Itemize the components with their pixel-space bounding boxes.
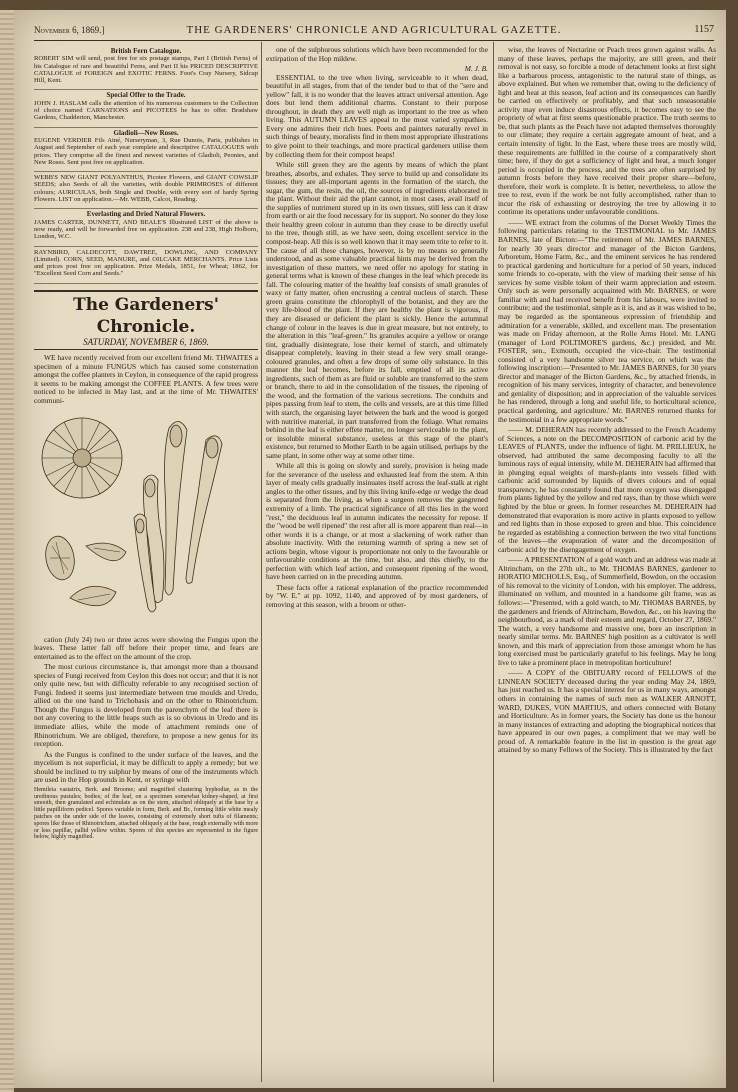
paragraph: wise, the leaves of Nectarine or Peach trees grown against walls. As many of these leaves, perhaps the majority, are still green, and their removal is not easy, so forcible a mode of detachment looks at first sight like a barbarous process, antagonistic to the natural state of things, as above explained. But when we remember that, owing to the deficiency of light and heat at this season, leaf action and its consequences can hardly be carried on effectively or profitably, and that such unseasonable activity may even induce disastrous effects, it becomes easy to see the propriety of what at first seems questionable practice. The truth seems to be, that such plants as the Peach have not adapted themselves thoroughly to our climate; they require a certain aggregate amount of heat, and a certain intensity of light. In the East, where these trees are mostly wild, these requirements are fulfilled in the course of a comparatively short time; here, if they do get a sufficiency of light and heat, a much longer period is occupied in the process, and the trees are often surprised by autumn frosts before they have received their proper share—before, therefore, their work is complete. It is better, nevertheless, to allow the tree to rest, even if the work be not fully accomplished, rather than to incur the risk of exhausting or destroying the tree by allowing it to continue its operations under unfavourable conditions.: [498, 46, 716, 217]
advertisement-body: ROBERT SIM will send, post free for six postage stamps, Part I (British Ferns) of his Catalogue of rare and beautiful Ferns, and Part II his PRICED DESCRIPTIVE CATALOGUE of FOREIGN and EXOTIC FERNS. Foot's Cray Nursery, Sidcup Hill, Kent.: [34, 55, 258, 85]
dateline: SATURDAY, NOVEMBER 6, 1869.: [34, 338, 258, 351]
advertisement-title: Gladioli—New Roses.: [113, 128, 179, 137]
column-1-continued: [34, 636, 258, 785]
paragraph: —— WE extract from the columns of the Dorset Weekly Times the following particulars relating to the TESTIMONIAL to Mr. JAMES BARNES, late of Bicton:—"The retirement of Mr. JAMES BARNES, for nearly 30 years director and manager of the Bicton Gardens, Arboretum, Home Farm, &c., and the eminent services he has rendered to practical gardening and horticulture for a period of 50 years, induced some friends to co-operate, with the view of marking their sense of his services by some visible token of their warm appreciation and esteem. Only such as were personally acquainted with Mr. BARNES, or were familiar with and had received benefit from his labours, were invited to contribute; and the testimonial, simple as it is, and as it was wished to be, may be regarded as the spontaneous expression of friendship and admiration for a venerable, skilled, and excellent man. The presentation was made on Friday afternoon, at the Rolle Arms Hotel. Mr. LANG (manager of Lord POLTIMORE'S gardens, &c.) presided, and Mr. FOSTER, sen., Exmouth, occupied the vice-chair. The testimonial consisted of a very handsome silver tea service, on which was the following inscription:—'Presented to Mr. JAMES BARNES, for 30 years director and manager of the Bicton Gardens, &c., by attached friends, in recognition of his many services, integrity of character, and benevolence and geniality of disposition; and in appreciation of the valuable services he has rendered, through a long and useful life, to horticultural science, practical gardening, and agriculture.' Mr. BARNES returned thanks for the testimonial in a few appropriate words.": [498, 217, 716, 424]
paragraph: —— A COPY of the OBITUARY record of FELLOWS of the LINNEAN SOCIETY deceased during the year ending May 24, 1869, has just reached us. It has a special interest for us in many ways, amongst others in containing the names of such men as WALKER ARNOTT, WARD, DUKES, VON MARTIUS, and others connected with Botany and Horticulture. As in former years, the Society has done us the honour in many instances of extracting and adopting the biographical notices that have appeared in our own pages, a compliment that we may well be proud of. A remarkable feature in the list in question is the great age attained by so many Fellows of the Society. This is illustrated by the fact: [498, 668, 716, 755]
advertisement-body: RAYNBIRD, CALDECOTT, DAWTREE, DOWLING, AND COMPANY (Limited). CORN, SEED, MANURE, and OILCAKE MERCHANTS. Price Lists and prices post free on application. Prize Medals, 1851, for Wheat; 1862, for "Excellent Seed Corn and Seeds.": [34, 248, 258, 278]
paragraph: The most curious circumstance is, that amongst more than a thousand species of Fungi received from Ceylon this does not occur; and that it is not only quite new, but with difficulty referable to any recognised section of Fungi. Indeed it seems just intermediate between true moulds and Uredo, allied on the one hand to Trichobasis and on the other to Rhinotrichum. Though the Fungus is developed from the parenchym of the leaf there is not any covering to the little heaps such as is so obvious in Uredo and its immediate allies, while the mode of attachment reminds one of Rhinotrichum. We are obliged, therefore, to propose a new genus for its reception.: [34, 662, 258, 749]
advertisement: [34, 172, 258, 209]
fungus-illustration: [34, 408, 258, 630]
column-2: [266, 46, 488, 1078]
paragraph: While still green they are the agents by means of which the plant breathes, absorbs, and exhales. They serve to build up and consolidate its tissues; they are all-important agents in the formation of the starch, the sugar, the gum, the resin, the oil, the sources of ingredients elaborated in the plant. Without their aid the plant cannot, in most cases, avail itself of the supplies of nutriment stored up in its own tissues, still less can it draw from earth or air the food necessary for its support. No sooner do they lose their healthy green colour in autumn than they cease to be directly useful to the tree, though still, as we have seen, doing excellent service in the compost-heap. All this is so well known that it may seem trite to refer to it. The cause of all these changes, however, is by no means so generally understood, and as some valuable practical hints may be derived from the investigation of these matters, we need offer no apology for stating in general terms what is known of these changes in the leaf which precede its fall. The colouring matter of the healthy leaf consists of small granules of waxy or fatty matter, often encrusting a central nucleus of starch. These green grains constitute the chlorophyll of the botanist, and they are the very life-blood of the plant. If they are healthy the plant is vigorous, if they are diseased or deficient the plant is sickly. Hence the autumnal change of colour in the leaves is due in great measure, but not entirely, to the alteration in this "leaf-green." Its granules acquire a yellow or orange tint, gradually disintegrate, lose their kernel of starch, and ultimately disappear completely, leaving in their stead a few very small orange-coloured granules, and often a few drops of some oily substance. In this manner the leaf becomes, before its fall, emptied of all its active ingredients, such of them as are fluid or soluble are transferred to the stem or branch, there to aid in the consolidation of the tissues, the ripening of the wood, and the formation of the various secretions. The conduits and pipes passing from leaf to stem, the cells and vessels, are at this time filled with starch, the organising layer between the bark and the wood is gorged with nutritive material, in part transferred from the foliage. What remains behind in the leaf is either effete matter, no longer serviceable to the plant, or insoluble mineral substance, useless at this stage of the plant's existence, but returned to Mother Earth to be again utilised, perhaps by the same plant, in some other way at some other time.: [266, 160, 488, 460]
paragraph: cation (July 24) two or three acres were showing the Fungus upon the leaves. These latter fall off before their proper time, and fears are entertained as to the effect on the amount of the crop.: [34, 634, 258, 661]
paragraph: —— M. DEHERAIN has recently addressed to the French Academy of Sciences, a note on the DECOMPOSITION of carbonic acid by the LEAVES of PLANTS, under the influence of light. M. PRILLIEUX, he observed, had attributed the same decomposing faculty to all the luminous rays of equal intensity, while M. DEHERAIN had affirmed that in plunging equal weights of marsh-plants into vessels filled with carbonic acid surrounded by liquids of divers colours and of equal transparency, he has constantly found that more oxygen was disengaged from plants lighted by the yellow and red rays, than by those which were lighted by the blue or green. In former researches M. DEHERAIN had demonstrated that evaporation is more active in plants exposed to yellow and red lights than in those exposed to green and blue. This coincidence he regarded as establishing a connection between the two vital functions of the leaves—the evaporation of water and the decomposition of carbonic acid by the disengagement of oxygen.: [498, 425, 716, 554]
column-2-text: [266, 46, 488, 610]
advertisement: [34, 247, 258, 284]
header-date: November 6, 1869.]: [34, 25, 105, 35]
masthead: The Gardeners' Chronicle.: [34, 290, 258, 338]
column-rule: [261, 42, 262, 1082]
lead-paragraph: WE have recently received from our excellent friend Mr. THWAITES a specimen of a minute FUNGUS which has caused some consternation amongst the coffee planters in Ceylon, in consequence of the rapid progress it seems to be making amongst the COFFEE PLANTS. A few trees were noticed to be infected in May last, and at the time of Mr. THWAITES' communi-: [34, 353, 258, 405]
advertisement: [34, 128, 258, 172]
adjacent-page-edge: [0, 10, 14, 1092]
advertisement-body: JAMES CARTER, DUNNETT, AND BEALE'S Illustrated LIST of the above is now ready, and will be forwarded free on application. 238 and 238, High Holborn, London, W.C.: [34, 218, 258, 241]
advertisements: [34, 46, 258, 284]
column-3-text: [498, 46, 716, 755]
advertisement-body: JOHN J. HASLAM calls the attention of his numerous customers to the Collection of choice named CARNATIONS and PICOTEES he has to offer. Bradshaw Gardens, Chadderton, Manchester.: [34, 99, 258, 122]
signature: M. J. B.: [464, 64, 488, 74]
advertisement-title: Special Offer to the Trade.: [106, 91, 186, 100]
paragraph: As the Fungus is confined to the under surface of the leaves, and the mycelium is not superficial, it may be difficult to apply a remedy; but we should be inclined to try sulphur by means of one of the instruments which are used in the Hop grounds in Kent, or syringe with: [34, 749, 258, 785]
paragraph: —— A PRESENTATION of a gold watch and an address was made at Altrincham, on the 27th ult., to Mr. THOMAS BARNES, gardener to HORATIO MICHOLLS, Esq., of Summerfield, Bowdon, on the occasion of his removal to the vicinity of London, with his employer. The address, illuminated on vellum, and mounted in a handsome gilt frame, was as follows:—"Presented, with a gold watch, to Mr. THOMAS BARNES, by the gardeners and friends of Altrincham, Bowdon, &c., on his leaving the neighbourhood, as a mark of their esteem and regard, October 27, 1869." The watch, a very handsome and massive one, bore an inscription in nearly similar terms. Mr. BARNES' high position as a cultivator is well known, and this mark of appreciation from those amongst whom he has long exercised must be particularly grateful to his feelings. May he long live to take a prominent place in metropolitan horticulture!: [498, 555, 716, 667]
paragraph: These facts offer a rational explanation of the practice recommended by "W. E." at pp. 1092, 1140, and approved of by most gardeners, of removing at this season, with a broom or other-: [266, 582, 488, 609]
advertisement-title: Everlasting and Dried Natural Flowers.: [86, 210, 206, 219]
column-3: [498, 46, 716, 1078]
advertisement: [34, 209, 258, 246]
figure-caption: Hemileia vastatrix, Berk. and Broome; and magnified clustering hyphodiæ, as in the uredinous pustules; bodies; of the leaf, on a specimen somewhat kidney-shaped, at first smooth, then granulated and echinulate as on the stem, attached obliquely at the base by a little papilliform pedicel. Spores variable in form, Berk. and Br., forming little white mealy patches on the under side of the leaves, consisting of extremely short tufts of filaments; spores like those of Rhinotrichum, attached obliquely at the base, rough externally with more or less papillæ, pallid yellow within. Spores of this species are represented in the figure below, highly magnified.: [34, 786, 258, 841]
paragraph: While all this is going on slowly and surely, provision is being made for the severance of the useless and exhausted leaf from the stem. A thin layer of mealy cells gradually insinuates itself across the leaf-stalk at right angles to the other tissues, and by this living knife-edge or wedge the dead is separated from the living, as when a surgeon removes the gangrened extremity of a limb. The practical significance of all this lies in the word "rest," the deciduous leaf in autumn indicates the necessity for repose. If the "wood be well ripened" the rest after all is more apparent than real—in other words it is a change, or at most a slackening of work rather than absolute inactivity. With the returning warmth of spring a new set of actions begin, whose vigour is proportionate not only to the favourable or unfavourable conditions at the time, but also, and this chiefly, to the perfection with which leaf action, and consequent ripening of the wood, have been carried on in the preceding autumn.: [266, 461, 488, 582]
advertisement-body: WEBB'S NEW GIANT POLYANTHUS, Picotee Flowers, and GIANT COWSLIP SEEDS; also Seeds of all the varieties, with double PRIMROSES of different colours; AURICULAS, both Single and Double, with every sort of hardy Spring Flowers. LIST on application.—Mr. WEBB, Calcot, Reading.: [34, 174, 258, 204]
paragraph: one of the sulphurous solutions which have been recommended for the extirpation of the Hop mildew.: [266, 46, 488, 63]
advertisement-body: EUGENE VERDIER Fils Ainé, Nurseryman, 3, Rue Dunois, Paris, publishes in August and September of each year complete and descriptive CATALOGUES with prices. They comprise all the finest and newest varieties of Gladioli, Peonies, and New Roses. Sent post free on application.: [34, 136, 258, 166]
newspaper-page: [14, 10, 726, 1088]
fungus-engraving: [34, 408, 258, 630]
column-1: [34, 46, 258, 841]
header-title: THE GARDENERS' CHRONICLE AND AGRICULTURAL GAZETTE.: [186, 24, 562, 36]
advertisement-title: British Fern Catalogue.: [110, 47, 182, 55]
advertisement: [34, 90, 258, 127]
page-number: 1157: [694, 24, 714, 35]
paragraph: ESSENTIAL to the tree when living, serviceable to it when dead, beautiful in all stages, from that of the tender bud to that of the "sere and yellow" fall, it is no wonder that the leaves attract universal attention. Age does but lend them additional charms. Constant to their purpose throughout, in death they are well nigh as important to the tree as when living. This AUTUMN LEAVES appeal to the most varied sympathies. Every one admires their rich hues. Poets and painters naturally revel in such things of beauty, moralists find in them most appropriate illustrations to give point to their teachings, and more practical gardeners utilise them by collecting them for their compost heaps!: [266, 72, 488, 159]
page-header: [34, 20, 714, 41]
advertisement: [34, 46, 258, 90]
column-rule: [493, 42, 494, 1082]
